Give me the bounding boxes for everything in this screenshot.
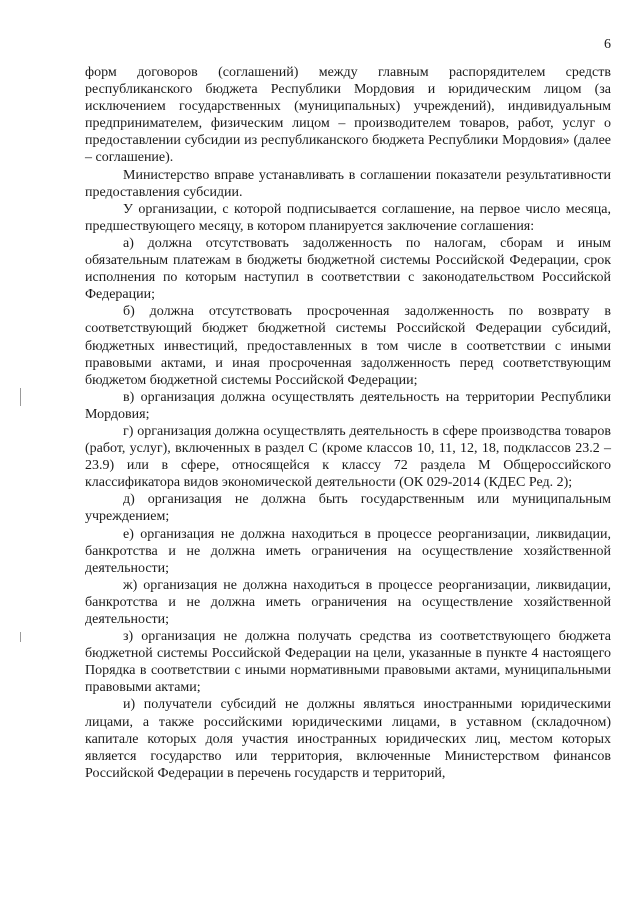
list-item-zh: ж) организация не должна находиться в процессе реорганизации, ликвидации, банкротства и не должна иметь ограничения на осуществление хозяйственной деятельности; (85, 577, 611, 627)
list-item-g: г) организация должна осуществлять деятельность в сфере производства товаров (работ, услуг), включенных в раздел С (кроме классов 10, 11, 12, 18, подклассов 23.2 – 23.9) или в сфере, относящейся к классу 72 раздела М Общероссийского классификатора видов экономической деятельности (ОК 029-2014 (КДЕС Ред. 2); (85, 423, 611, 491)
list-item-v: в) организация должна осуществлять деятельность на территории Республики Мордовия; (85, 389, 611, 422)
paragraph-performance-indicators: Министерство вправе устанавливать в соглашении показатели результативности предоставления субсидии. (85, 167, 611, 200)
list-item-i: и) получатели субсидий не должны являться иностранными юридическими лицами, а также российскими юридическими лицами, в уставном (складочном) капитале которых доля участия иностранных юридических лиц, местом которых является государство или территория, включенные Министерством финансов Российской Федерации в перечень государств и территорий, (85, 697, 611, 781)
margin-mark (20, 388, 21, 406)
paragraph-requirements-intro: У организации, с которой подписывается соглашение, на первое число месяца, предшествующего месяцу, в котором планируется заключение соглашения: (85, 201, 611, 234)
list-item-a: а) должна отсутствовать задолженность по налогам, сборам и иным обязательным платежам в бюджеты бюджетной системы Российской Федерации, срок исполнения по которым наступил в соответствии с законодательством Российской Федерации; (85, 235, 611, 303)
list-item-d: д) организация не должна быть государственным или муниципальным учреждением; (85, 492, 611, 525)
document-body (85, 64, 611, 782)
margin-mark (20, 632, 21, 642)
paragraph-continuation: форм договоров (соглашений) между главным распорядителем средств республиканского бюджета Республики Мордовия и юридическим лицом (за исключением государственных (муниципальных) учреждений), индивидуальным предпринимателем, физическим лицом – производителем товаров, работ, услуг о предоставлении субсидии из республиканского бюджета Республики Мордовия» (далее – соглашение). (85, 65, 611, 166)
page-number: 6 (604, 37, 611, 52)
list-item-b: б) должна отсутствовать просроченная задолженность по возврату в соответствующий бюджет бюджетной системы Российской Федерации субсидий, бюджетных инвестиций, предоставленных в том числе в соответствии с иными правовыми актами, и иная просроченная задолженность перед соответствующим бюджетом бюджетной системы Российской Федерации; (85, 304, 611, 388)
list-item-z: з) организация не должна получать средства из соответствующего бюджета бюджетной системы Российской Федерации на цели, указанные в пункте 4 настоящего Порядка в соответствии с иными нормативными правовыми актами, муниципальными правовыми актами; (85, 629, 611, 696)
list-item-e: е) организация не должна находиться в процессе реорганизации, ликвидации, банкротства и не должна иметь ограничения на осуществление хозяйственной деятельности; (85, 526, 611, 576)
